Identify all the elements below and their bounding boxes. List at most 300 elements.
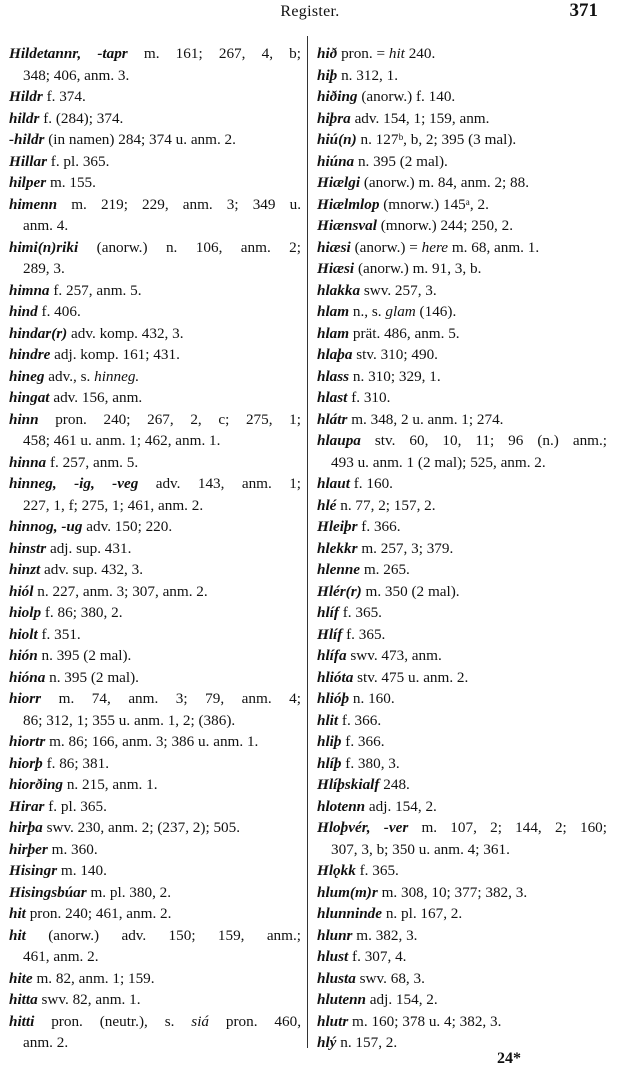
entry-references: 458; 461 u. anm. 1; 462, anm. 1. — [23, 432, 221, 449]
entry-line — [9, 731, 301, 753]
index-entry — [9, 839, 301, 861]
entry-line — [9, 882, 301, 904]
entry-references: stv. 310; 490. — [352, 346, 438, 363]
index-entry — [9, 753, 301, 775]
index-entry — [9, 688, 301, 731]
cross-reference-word: siá — [191, 1012, 210, 1030]
entry-line — [317, 258, 607, 280]
entry-references: f. 365. — [338, 604, 382, 621]
index-entry — [9, 301, 301, 323]
index-entry — [9, 538, 301, 560]
entry-headword: Hloþvér, -ver — [317, 819, 409, 836]
entry-references: prät. 486, anm. 5. — [349, 324, 460, 342]
entry-headword: Hisingr — [9, 862, 58, 879]
entry-references: (anorw.) adv. 150; 159, anm.; — [25, 926, 301, 944]
index-entry — [317, 559, 607, 581]
entry-headword: hlass — [317, 367, 350, 385]
entry-line — [317, 817, 607, 839]
entry-continuation-line — [9, 65, 301, 87]
entry-references: f. (284); 374. — [39, 109, 124, 127]
entry-headword: hit — [9, 926, 26, 944]
entry-headword: Hillar — [9, 152, 47, 170]
entry-headword: hiorþ — [9, 754, 43, 772]
entry-line — [317, 903, 607, 925]
entry-references: f. 366. — [341, 733, 385, 750]
entry-line — [9, 366, 301, 388]
entry-headword: hiolt — [9, 625, 38, 643]
entry-line — [9, 989, 301, 1011]
entry-line — [317, 1032, 607, 1054]
index-entry — [317, 194, 607, 216]
entry-references: adv. 150; 220. — [82, 518, 173, 535]
entry-line — [9, 925, 301, 947]
entry-headword: hiþra — [317, 109, 351, 127]
entry-references: m. 308, 10; 377; 382, 3. — [377, 883, 528, 901]
entry-line — [317, 366, 607, 388]
index-entry — [9, 882, 301, 904]
entry-references: pron. 460, — [209, 1012, 301, 1030]
entry-headword: -hildr — [9, 131, 45, 148]
entry-headword: hlotenn — [317, 797, 366, 815]
entry-references: m. 360. — [47, 840, 98, 858]
entry-references: pron. 240; 461, anm. 2. — [25, 905, 172, 922]
entry-continuation-line — [9, 710, 301, 732]
entry-headword: hlé — [317, 496, 337, 514]
entry-headword: Hiæsi — [317, 260, 355, 277]
entry-headword: hinnog, -ug — [9, 518, 83, 535]
index-entry — [317, 43, 607, 65]
cross-reference-word: glam — [385, 303, 416, 320]
entry-line — [9, 968, 301, 990]
entry-references: f. 351. — [37, 625, 81, 643]
entry-line — [9, 753, 301, 775]
index-entry — [317, 581, 607, 603]
entry-references: m. 160; 378 u. 4; 382, 3. — [348, 1012, 502, 1030]
entry-references: swv. 82, anm. 1. — [37, 991, 141, 1008]
entry-headword: hlaut — [317, 475, 350, 492]
index-entry — [9, 796, 301, 818]
entry-line — [9, 129, 301, 151]
entry-line — [317, 667, 607, 689]
index-entry — [9, 323, 301, 345]
entry-references: n. pl. 167, 2. — [382, 905, 463, 922]
entry-headword: hiorðing — [9, 776, 64, 793]
entry-line — [317, 237, 607, 259]
entry-headword: hinneg, -ig, -veg — [9, 475, 139, 492]
entry-line — [317, 86, 607, 108]
entry-line — [317, 688, 607, 710]
entry-references: f. 160. — [349, 475, 393, 492]
entry-headword: Hlǫkk — [317, 862, 356, 879]
entry-references: pron. 240; 267, 2, c; 275, 1; — [38, 410, 301, 428]
entry-line — [317, 989, 607, 1011]
index-entry — [317, 882, 607, 904]
entry-references: m. 74, anm. 3; 79, anm. 4; — [41, 690, 301, 707]
index-entry — [317, 516, 607, 538]
entry-headword: hirþer — [9, 840, 48, 858]
page-number: 371 — [569, 0, 598, 21]
index-column-right — [317, 43, 607, 1054]
entry-headword: hinzt — [9, 561, 41, 578]
entry-headword: hlast — [317, 389, 348, 406]
entry-line — [9, 516, 301, 538]
index-entry — [317, 710, 607, 732]
entry-references: 227, 1, f; 275, 1; 461, anm. 2. — [23, 496, 204, 514]
index-entry — [9, 968, 301, 990]
index-column-left — [9, 43, 301, 1054]
entry-headword: hlutenn — [317, 991, 366, 1008]
entry-references: n. 310; 329, 1. — [349, 367, 441, 385]
index-entry — [9, 280, 301, 302]
entry-headword: hinstr — [9, 539, 47, 557]
entry-line — [9, 667, 301, 689]
entry-references: n. 395 (2 mal). — [37, 647, 132, 664]
entry-references: f. pl. 365. — [46, 152, 110, 170]
index-entry — [9, 774, 301, 796]
index-entry — [317, 645, 607, 667]
entry-line — [9, 774, 301, 796]
entry-line — [9, 43, 301, 65]
entry-line — [9, 903, 301, 925]
entry-line — [317, 860, 607, 882]
entry-line — [9, 323, 301, 345]
entry-headword: hirþa — [9, 819, 43, 836]
entry-line — [9, 688, 301, 710]
entry-line — [317, 581, 607, 603]
index-entry — [9, 43, 301, 86]
entry-references: f. 86; 381. — [42, 754, 109, 772]
entry-headword: hiúna — [317, 152, 355, 170]
entry-references: m. 382, 3. — [352, 926, 418, 944]
entry-references: n. 77, 2; 157, 2. — [336, 496, 436, 514]
entry-line — [9, 280, 301, 302]
index-entry — [317, 817, 607, 860]
entry-references: n., s. — [349, 303, 386, 320]
entry-line — [317, 774, 607, 796]
index-entry — [317, 237, 607, 259]
index-entry — [9, 925, 301, 968]
entry-references: f. 374. — [42, 88, 86, 105]
entry-line — [9, 1011, 301, 1033]
entry-headword: Hirar — [9, 797, 45, 815]
entry-references: 461, anm. 2. — [23, 948, 99, 965]
entry-references: f. 366. — [357, 518, 401, 535]
entry-headword: hilper — [9, 174, 47, 191]
entry-headword: hlam — [317, 324, 350, 342]
entry-references: n. 215, anm. 1. — [63, 776, 158, 793]
entry-references: swv. 257, 3. — [360, 281, 437, 299]
entry-line — [317, 194, 607, 216]
index-entry — [9, 344, 301, 366]
entry-line — [317, 645, 607, 667]
index-entry — [9, 194, 301, 237]
entry-headword: hiú(n) — [317, 131, 357, 148]
entry-line — [317, 731, 607, 753]
index-entry — [9, 624, 301, 646]
entry-references: f. 86; 380, 2. — [41, 604, 123, 621]
index-entry — [317, 860, 607, 882]
index-entry — [317, 688, 607, 710]
entry-references: m. 265. — [360, 561, 410, 578]
entry-headword: hlit — [317, 711, 339, 729]
entry-line — [317, 516, 607, 538]
index-entry — [9, 409, 301, 452]
index-entry — [317, 108, 607, 130]
entry-references: f. 307, 4. — [348, 948, 407, 965]
index-entry — [9, 667, 301, 689]
entry-headword: hit — [9, 905, 26, 922]
entry-references: adv. sup. 432, 3. — [40, 561, 144, 578]
running-head: Register. — [280, 3, 340, 20]
entry-continuation-line — [9, 430, 301, 452]
cross-reference-word: here — [421, 238, 449, 256]
entry-headword: hiþ — [317, 66, 338, 84]
entry-headword: hinna — [9, 453, 47, 471]
index-entry — [9, 108, 301, 130]
entry-headword: hiæsi — [317, 238, 351, 256]
entry-headword: hión — [9, 647, 38, 664]
index-entry — [317, 344, 607, 366]
entry-references: 493 u. anm. 1 (2 mal); 525, anm. 2. — [331, 453, 546, 471]
entry-headword: himna — [9, 281, 50, 299]
entry-line — [317, 151, 607, 173]
entry-continuation-line — [317, 839, 607, 861]
entry-line — [9, 538, 301, 560]
entry-headword: hlaþa — [317, 346, 353, 363]
entry-headword: hlakka — [317, 281, 361, 299]
entry-line — [9, 172, 301, 194]
entry-line — [317, 796, 607, 818]
entry-headword: Hlér(r) — [317, 582, 362, 600]
entry-headword: hliþ — [317, 733, 342, 750]
entry-references: swv. 473, anm. — [346, 647, 442, 664]
entry-references: (mnorw.) 145ᵃ, 2. — [379, 195, 489, 213]
entry-references: m. 161; 267, 4, b; — [127, 45, 301, 62]
entry-line — [317, 65, 607, 87]
entry-line — [317, 946, 607, 968]
entry-headword: hiðing — [317, 88, 358, 105]
entry-line — [9, 452, 301, 474]
entry-references: 348; 406, anm. 3. — [23, 66, 130, 84]
entry-references: m. 257, 3; 379. — [357, 539, 454, 557]
index-entry — [317, 1032, 607, 1054]
entry-headword: hingat — [9, 389, 50, 406]
entry-references: m. 155. — [46, 174, 96, 191]
entry-continuation-line — [9, 215, 301, 237]
entry-headword: hineg — [9, 367, 45, 385]
cross-reference-word: hit — [388, 45, 405, 62]
entry-headword: hlíþ — [317, 754, 342, 772]
entry-headword: Hleiþr — [317, 518, 358, 535]
entry-headword: hlunr — [317, 926, 353, 944]
entry-line — [9, 151, 301, 173]
entry-line — [9, 473, 301, 495]
index-entry — [317, 1011, 607, 1033]
entry-headword: hiolp — [9, 604, 42, 621]
entry-headword: hlý — [317, 1034, 337, 1051]
entry-continuation-line — [9, 1032, 301, 1054]
entry-line — [9, 344, 301, 366]
entry-line — [317, 43, 607, 65]
entry-references: adv., s. — [44, 367, 95, 385]
entry-line — [9, 86, 301, 108]
entry-line — [317, 344, 607, 366]
entry-continuation-line — [9, 495, 301, 517]
index-entry — [317, 301, 607, 323]
entry-references: n. 312, 1. — [337, 66, 399, 84]
index-entry — [317, 323, 607, 345]
entry-references: m. 86; 166, anm. 3; 386 u. anm. 1. — [45, 733, 259, 750]
entry-references: 289, 3. — [23, 260, 65, 277]
entry-line — [9, 645, 301, 667]
entry-references: pron. (neutr.), s. — [34, 1012, 192, 1030]
index-entry — [317, 602, 607, 624]
entry-headword: hindre — [9, 346, 51, 363]
entry-headword: himi(n)riki — [9, 238, 79, 256]
entry-line — [9, 602, 301, 624]
index-entry — [9, 86, 301, 108]
entry-line — [317, 301, 607, 323]
entry-headword: hióna — [9, 668, 46, 686]
index-entry — [317, 151, 607, 173]
entry-line — [317, 215, 607, 237]
entry-references: m. pl. 380, 2. — [86, 883, 172, 901]
entry-references: adv. 143, anm. 1; — [138, 475, 301, 492]
index-entry — [317, 989, 607, 1011]
entry-references: stv. 475 u. anm. 2. — [353, 668, 469, 686]
entry-references: swv. 230, anm. 2; (237, 2); 505. — [42, 819, 241, 836]
entry-references: m. 107, 2; 144, 2; 160; — [408, 819, 607, 836]
entry-headword: hitti — [9, 1012, 35, 1030]
entry-references: 86; 312, 1; 355 u. anm. 1, 2; (386). — [23, 711, 236, 729]
entry-references: (anorw.) f. 140. — [357, 88, 456, 105]
entry-line — [317, 559, 607, 581]
index-entry — [317, 495, 607, 517]
entry-references: n. 227, anm. 3; 307, anm. 2. — [33, 582, 208, 600]
entry-references: swv. 68, 3. — [355, 969, 425, 987]
index-entry — [317, 538, 607, 560]
entry-headword: hindar(r) — [9, 324, 68, 342]
entry-headword: hite — [9, 969, 33, 987]
index-entry — [9, 989, 301, 1011]
entry-line — [9, 559, 301, 581]
entry-line — [317, 1011, 607, 1033]
entry-references: stv. 60, 10, 11; 96 (n.) anm.; — [360, 432, 607, 449]
entry-references: (mnorw.) 244; 250, 2. — [376, 217, 514, 234]
entry-line — [317, 882, 607, 904]
index-entry — [317, 258, 607, 280]
entry-references: f. 310. — [347, 389, 391, 406]
entry-references: (anorw.) m. 84, anm. 2; 88. — [360, 174, 530, 191]
index-entry — [317, 473, 607, 495]
entry-references: f. pl. 365. — [44, 797, 107, 815]
entry-line — [317, 925, 607, 947]
entry-headword: hlióþ — [317, 690, 350, 707]
index-entry — [317, 753, 607, 775]
index-entry — [9, 129, 301, 151]
index-entry — [317, 86, 607, 108]
entry-line — [9, 624, 301, 646]
entry-references: adj. 154, 2. — [365, 991, 438, 1008]
entry-headword: hlátr — [317, 410, 348, 428]
index-entry — [9, 602, 301, 624]
entry-references: adv. 154, 1; 159, anm. — [350, 109, 490, 127]
entry-line — [9, 860, 301, 882]
index-entry — [9, 473, 301, 516]
entry-references: (in namen) 284; 374 u. anm. 2. — [44, 131, 236, 148]
entry-headword: hlum(m)r — [317, 883, 378, 901]
index-entry — [9, 172, 301, 194]
index-entry — [9, 387, 301, 409]
index-entry — [317, 215, 607, 237]
index-entry — [9, 516, 301, 538]
entry-continuation-line — [9, 946, 301, 968]
entry-references: n. 127ᵇ, b, 2; 395 (3 mal). — [356, 131, 517, 148]
entry-headword: hind — [9, 303, 38, 320]
index-entry — [317, 903, 607, 925]
entry-line — [317, 430, 607, 452]
entry-line — [9, 581, 301, 603]
index-entry — [317, 796, 607, 818]
index-entry — [317, 624, 607, 646]
index-entry — [317, 667, 607, 689]
index-entry — [317, 731, 607, 753]
entry-headword: hlam — [317, 303, 350, 320]
entry-line — [317, 495, 607, 517]
entry-headword: Hildetannr, -tapr — [9, 45, 128, 62]
entry-headword: hlust — [317, 948, 349, 965]
entry-line — [317, 409, 607, 431]
entry-headword: hiortr — [9, 733, 46, 750]
index-entry — [9, 903, 301, 925]
entry-references: (anorw.) = — [350, 238, 422, 256]
entry-headword: hlíf — [317, 604, 339, 621]
entry-continuation-line — [9, 258, 301, 280]
entry-line — [317, 710, 607, 732]
entry-references: (146). — [415, 303, 457, 320]
entry-references: n. 160. — [349, 690, 395, 707]
entry-references: adj. komp. 161; 431. — [50, 346, 180, 363]
entry-headword: hlióta — [317, 668, 354, 686]
index-entry — [317, 387, 607, 409]
entry-references: pron. = — [337, 45, 389, 62]
index-entry — [9, 1011, 301, 1054]
entry-headword: hinn — [9, 410, 39, 428]
entry-references: 307, 3, b; 350 u. anm. 4; 361. — [331, 840, 510, 858]
entry-headword: Hiælmlop — [317, 195, 380, 213]
entry-references: n. 157, 2. — [336, 1034, 398, 1051]
index-entry — [317, 366, 607, 388]
entry-line — [317, 753, 607, 775]
entry-references: m. 68, anm. 1. — [448, 238, 540, 256]
entry-headword: Hlíþskialf — [317, 776, 380, 793]
entry-references: m. 348, 2 u. anm. 1; 274. — [347, 410, 504, 428]
entry-headword: hlusta — [317, 969, 356, 987]
entry-headword: hitta — [9, 991, 38, 1008]
entry-line — [317, 602, 607, 624]
entry-line — [317, 108, 607, 130]
index-entry — [9, 817, 301, 839]
entry-line — [9, 817, 301, 839]
entry-references: f. 365. — [355, 862, 399, 879]
entry-headword: hlenne — [317, 561, 361, 578]
entry-references: f. 257, anm. 5. — [46, 453, 139, 471]
entry-continuation-line — [317, 452, 607, 474]
entry-line — [317, 323, 607, 345]
entry-headword: hiól — [9, 582, 34, 600]
entry-headword: Hiælgi — [317, 174, 361, 191]
index-entry — [9, 860, 301, 882]
